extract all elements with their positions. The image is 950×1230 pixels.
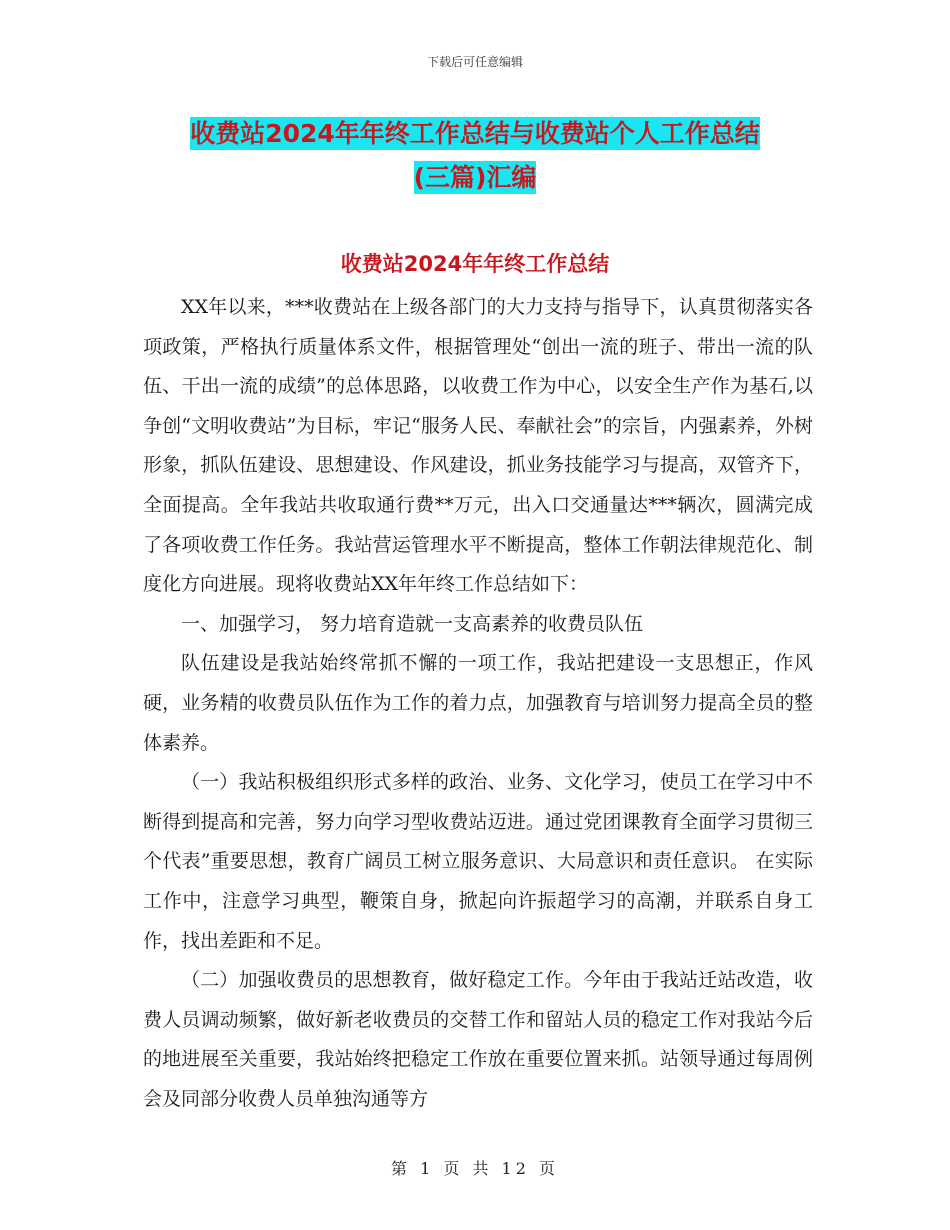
- header-note: 下载后可任意编辑: [426, 55, 523, 69]
- heading-1: 一、加强学习， 努力培育造就一支高素养的收费员队伍: [181, 612, 644, 635]
- paragraph-stability: （二）加强收费员的思想教育，做好稳定工作。今年由于我站迁站改造，收费人员调动频繁，做好新老收费员的交替工作和留站人员的稳定工作对我站今后的地进展至关重要，我站始终把稳定工作放在重要位置来抓。站领导通过每周例会及同部分收费人员单独沟通等方: [143, 969, 813, 1110]
- section-title: 收费站2024年年终工作总结: [340, 252, 610, 276]
- paragraph-team: 队伍建设是我站始终常抓不懈的一项工作，我站把建设一支思想正，作风硬，业务精的收费员队伍作为工作的着力点，加强教育与培训努力提高全员的整体素养。: [143, 652, 813, 754]
- title-highlight-2: (三篇)汇编: [413, 163, 537, 192]
- document-body: [143, 288, 813, 1119]
- title-highlight-1: 收费站2024年年终工作总结与收费站个人工作总结: [190, 119, 760, 148]
- document-title-line-1: [0, 114, 950, 150]
- page-footer: 第 1 页 共 12 页: [391, 1159, 559, 1178]
- paragraph-intro: XX年以来，***收费站在上级各部门的大力支持与指导下，认真贯彻落实各项政策，严格执行质量体系文件，根据管理处“创出一流的班子、带出一流的队伍、干出一流的成绩”的总体思路，以收费工作为中心，以安全生产作为基石,以争创“文明收费站”为目标，牢记“服务人民、奉献社会”的宗旨，内强素养，外树形象，抓队伍建设、思想建设、作风建设，抓业务技能学习与提高，双管齐下，全面提高。全年我站共收取通行费**万元，出入口交通量达***辆次，圆满完成了各项收费工作任务。我站营运管理水平不断提高，整体工作朝法律规范化、制度化方向进展。现将收费站XX年年终工作总结如下：: [143, 296, 813, 596]
- document-title-line-2: [0, 158, 950, 194]
- paragraph-study: （一）我站积极组织形式多样的政治、业务、文化学习，使员工在学习中不断得到提高和完善，努力向学习型收费站迈进。通过党团课教育全面学习贯彻三个代表”重要思想，教育广阔员工树立服务意识、大局意识和责任意识。 在实际工作中，注意学习典型，鞭策自身，掀起向许振超学习的高潮，并联系自身工作，找出差距和不足。: [143, 771, 813, 952]
